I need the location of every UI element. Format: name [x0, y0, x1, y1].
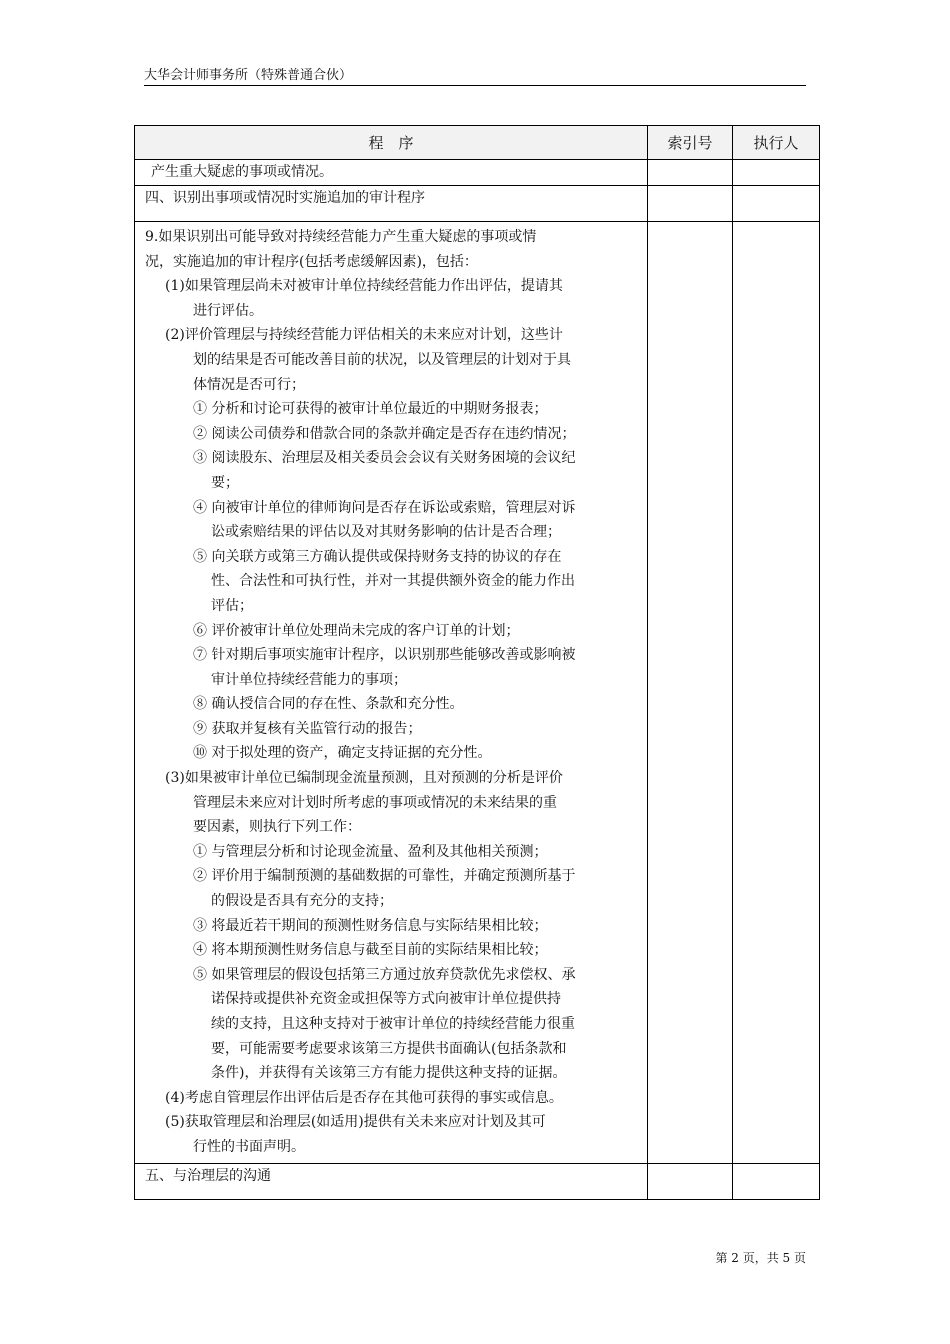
procedure-line: ⑥ 评价被审计单位处理尚未完成的客户订单的计划； — [193, 622, 520, 639]
procedure-line: 审计单位持续经营能力的事项； — [211, 671, 407, 688]
procedure-line: 况，实施追加的审计程序(包括考虑缓解因素)，包括： — [145, 253, 478, 270]
executor-cell — [733, 160, 820, 186]
procedure-line: ⑧ 确认授信合同的存在性、条款和充分性。 — [193, 696, 464, 713]
procedure-line: 续的支持，且这种支持对于被审计单位的持续经营能力很重 — [211, 1016, 575, 1032]
procedure-line: ② 阅读公司债券和借款合同的条款并确定是否存在违约情况； — [193, 425, 576, 442]
procedure-line: ② 评价用于编制预测的基础数据的可靠性，并确定预测所基于 — [193, 868, 576, 885]
procedure-line: (4)考虑自管理层作出评估后是否存在其他可获得的事实或信息。 — [165, 1089, 563, 1106]
procedure-line: (2)评价管理层与持续经营能力评估相关的未来应对计划，这些计 — [165, 327, 563, 344]
procedure-line: 诺保持或提供补充资金或担保等方式向被审计单位提供持 — [211, 991, 561, 1008]
procedure-line: ⑦ 针对期后事项实施审计程序，以识别那些能够改善或影响被 — [193, 647, 576, 664]
procedure-text: 产生重大疑虑的事项或情况。 — [151, 164, 333, 180]
procedure-line: ⑤ 如果管理层的假设包括第三方通过放弃贷款优先求偿权、承 — [193, 966, 576, 983]
procedure-line: 9.如果识别出可能导致对持续经营能力产生重大疑虑的事项或情 — [145, 229, 537, 245]
procedure-line: 行性的书面声明。 — [193, 1138, 305, 1155]
firm-name: 大华会计师事务所（特殊普通合伙） — [144, 68, 353, 83]
procedure-line: (5)获取管理层和治理层(如适用)提供有关未来应对计划及其可 — [165, 1114, 546, 1131]
index-cell — [648, 1163, 733, 1199]
procedure-line: ① 分析和讨论可获得的被审计单位最近的中期财务报表； — [193, 401, 548, 418]
table-header-row — [135, 126, 820, 160]
index-cell — [648, 186, 733, 222]
index-cell — [648, 160, 733, 186]
procedure-line: (3)如果被审计单位已编制现金流量预测，且对预测的分析是评价 — [165, 770, 563, 787]
procedure-line: 划的结果是否可能改善目前的状况，以及管理层的计划对于具 — [193, 351, 571, 368]
procedure-line: ④ 向被审计单位的律师询问是否存在诉讼或索赔，管理层对诉 — [193, 499, 576, 516]
procedure-line: 评估； — [211, 597, 253, 614]
executor-cell — [733, 222, 820, 1164]
procedure-line: (1)如果管理层尚未对被审计单位持续经营能力作出评估，提请其 — [165, 278, 563, 295]
table-row — [135, 186, 820, 222]
procedure-line: 管理层未来应对计划时所考虑的事项或情况的未来结果的重 — [193, 794, 557, 811]
column-header-executor: 执行人 — [733, 126, 820, 160]
procedure-line: 性、合法性和可执行性，并对一其提供额外资金的能力作出 — [211, 573, 575, 590]
procedure-line: 要，可能需要考虑要求该第三方提供书面确认(包括条款和 — [211, 1040, 567, 1057]
procedure-line: 进行评估。 — [193, 302, 263, 319]
column-header-index: 索引号 — [648, 126, 733, 160]
table-row — [135, 222, 820, 1164]
procedure-line: 的假设是否具有充分的支持； — [211, 893, 393, 910]
procedure-line: ⑤ 向关联方或第三方确认提供或保持财务支持的协议的存在 — [193, 548, 562, 565]
firm-header — [144, 64, 806, 86]
procedure-line: ① 与管理层分析和讨论现金流量、盈利及其他相关预测； — [193, 843, 548, 860]
table-row — [135, 1163, 820, 1199]
procedure-line: 讼或索赔结果的评估以及对其财务影响的估计是否合理； — [211, 524, 561, 541]
procedure-line: ③ 将最近若干期间的预测性财务信息与实际结果相比较； — [193, 917, 548, 934]
executor-cell — [733, 186, 820, 222]
column-header-procedure: 程 序 — [135, 126, 648, 160]
procedure-line: 要； — [211, 474, 239, 491]
procedure-line: ③ 阅读股东、治理层及相关委员会会议有关财务困境的会议纪 — [193, 450, 576, 467]
executor-cell — [733, 1163, 820, 1199]
section-heading: 五、与治理层的沟通 — [145, 1167, 271, 1184]
index-cell — [648, 222, 733, 1164]
procedure-list — [135, 222, 647, 1163]
table-row — [135, 160, 820, 186]
audit-procedure-table — [134, 125, 820, 1200]
page-number: 第 2 页，共 5 页 — [715, 1251, 806, 1265]
procedure-line: ④ 将本期预测性财务信息与截至目前的实际结果相比较； — [193, 942, 548, 959]
procedure-line: 体情况是否可行； — [193, 376, 305, 393]
section-heading: 四、识别出事项或情况时实施追加的审计程序 — [145, 190, 425, 206]
procedure-line: 条件)，并获得有关该第三方有能力提供这种支持的证据。 — [211, 1065, 567, 1082]
procedure-line: ⑨ 获取并复核有关监管行动的报告； — [193, 720, 422, 737]
procedure-line: 要因素，则执行下列工作： — [193, 819, 361, 836]
procedure-line: ⑩ 对于拟处理的资产，确定支持证据的充分性。 — [193, 745, 492, 762]
